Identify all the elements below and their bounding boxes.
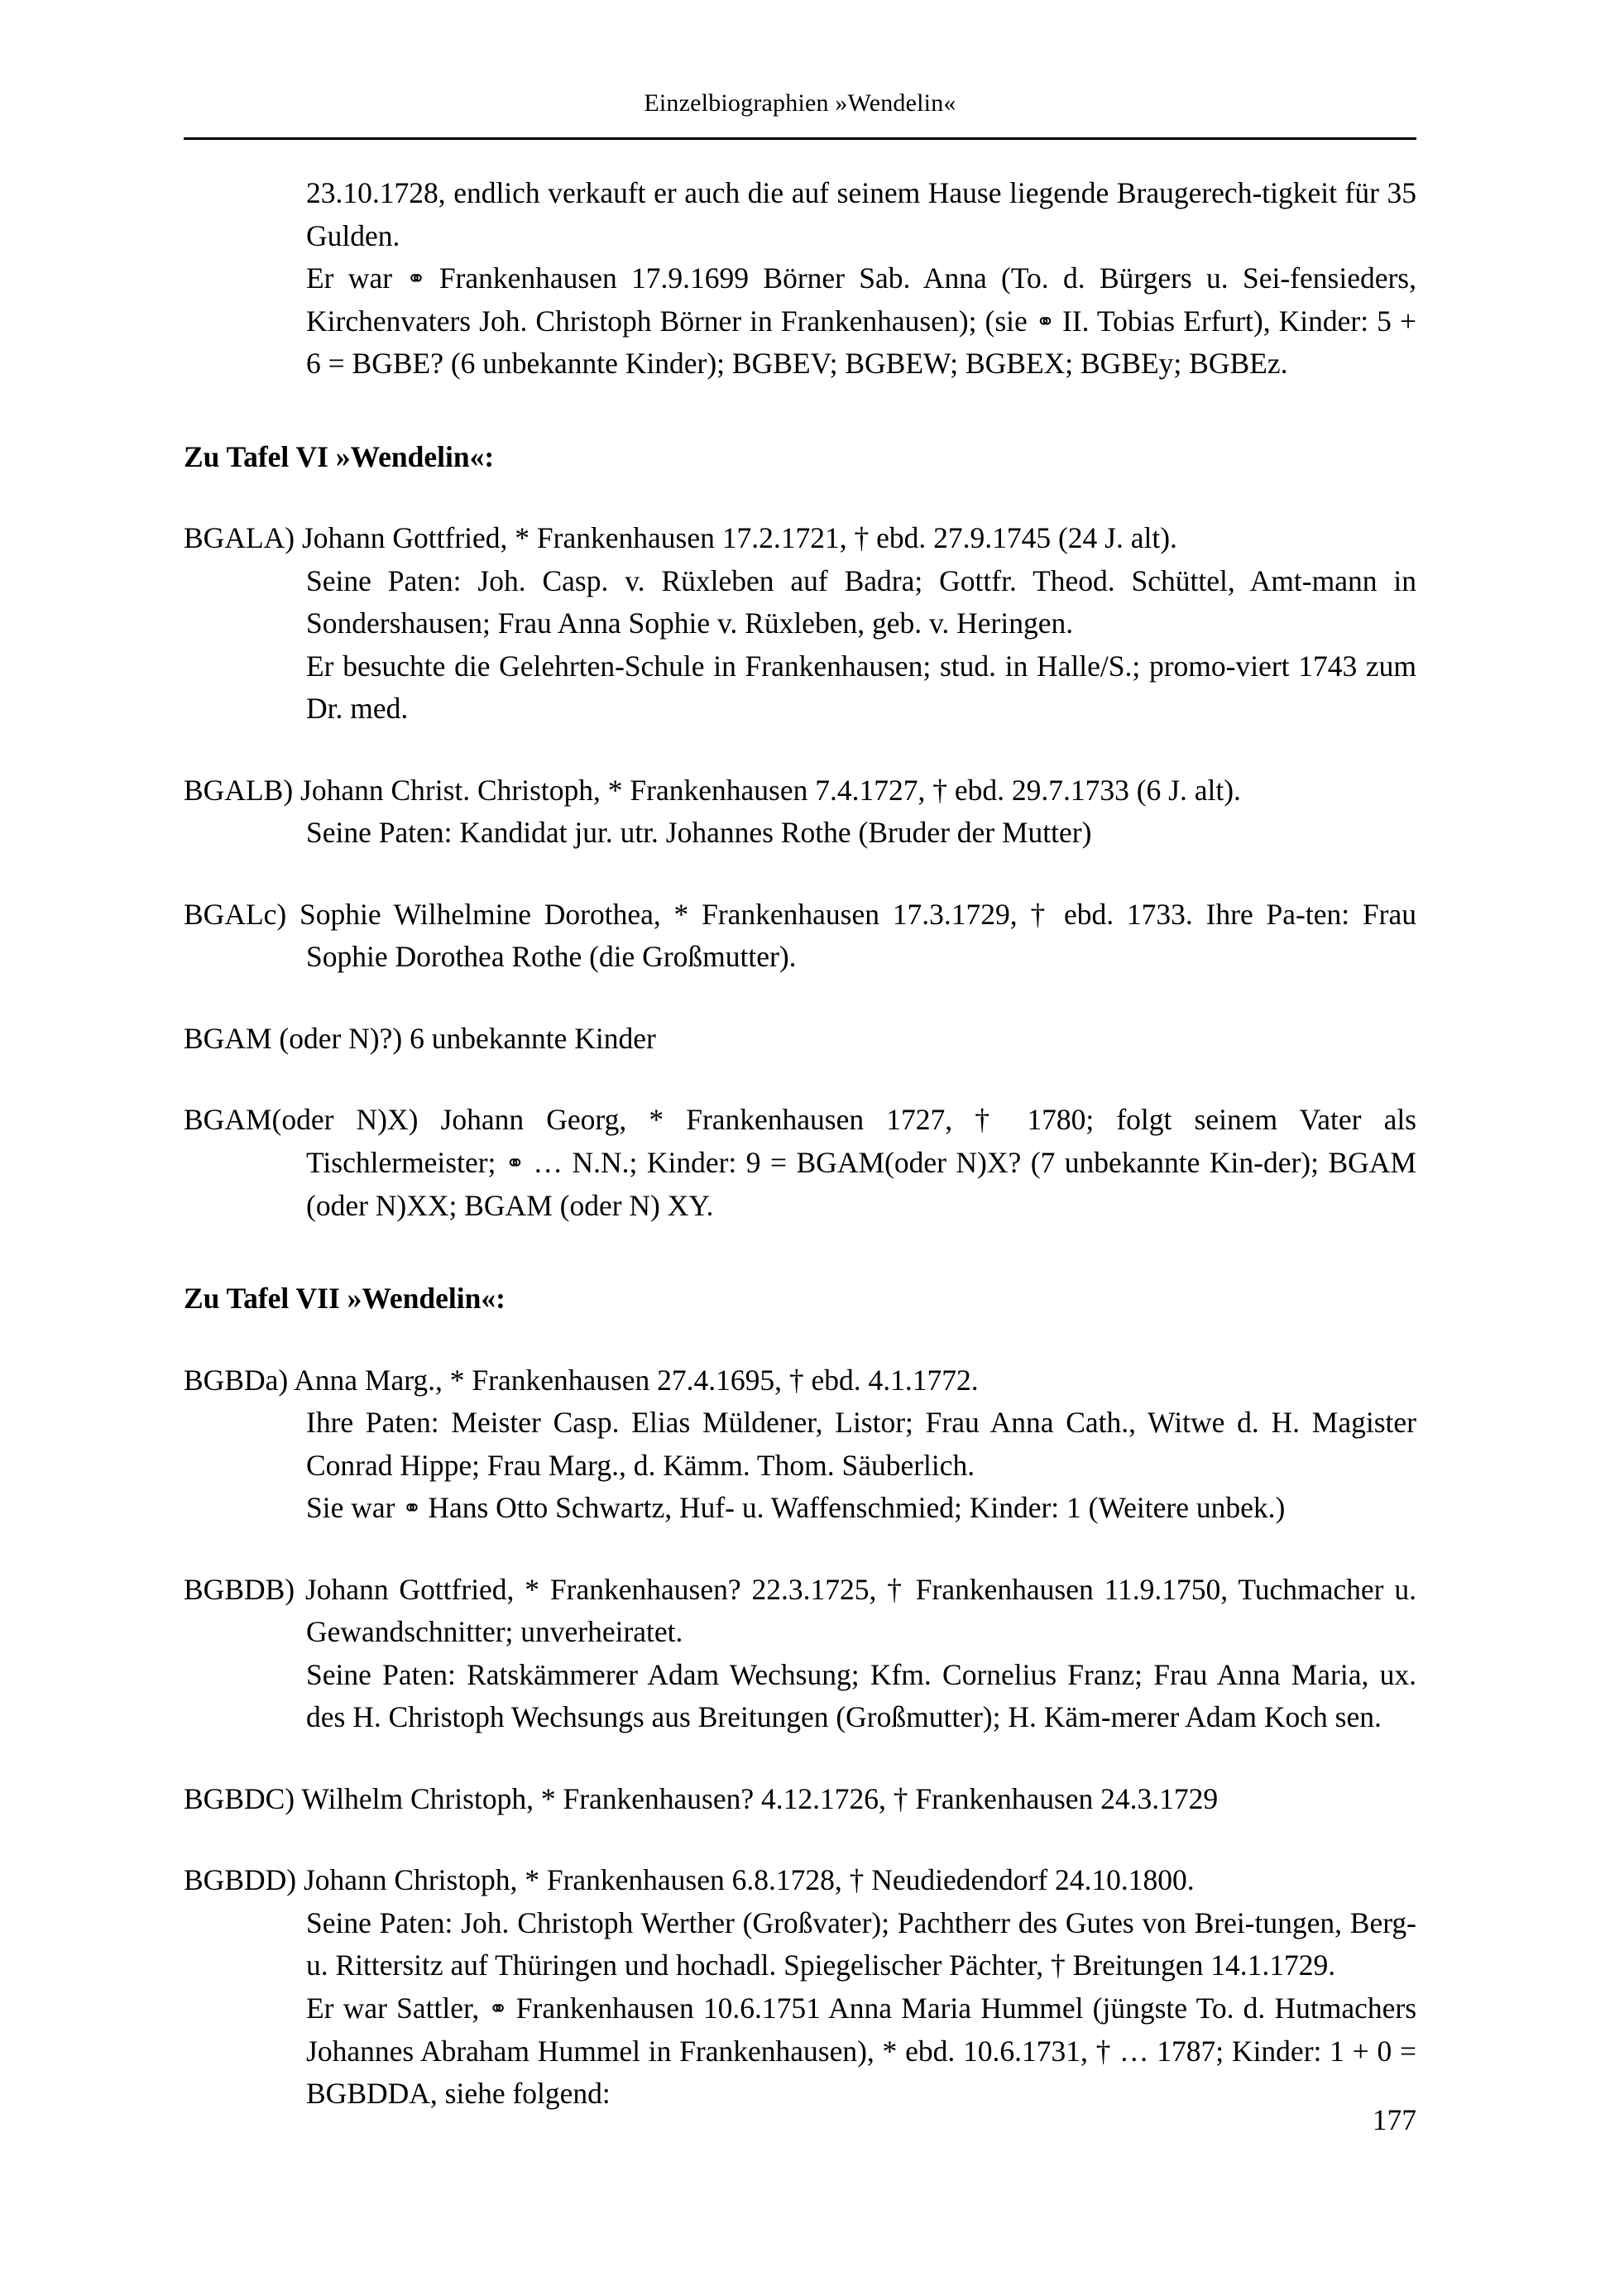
marriage-symbol-icon: ⚭ <box>1035 307 1054 335</box>
spacer <box>184 1530 1416 1569</box>
entry-bgala-line-1: BGALA) Johann Gottfried, * Frankenhausen 17.2.1721, † ebd. 27.9.1745 (24 J. alt). <box>184 521 1177 555</box>
page-body <box>184 172 1416 2116</box>
entry-bgbda-line-1: BGBDa) Anna Marg., * Frankenhausen 27.4.1695, † ebd. 4.1.1772. <box>184 1363 979 1397</box>
running-header: Einzelbiographien »Wendelin« <box>644 89 956 117</box>
spacer <box>184 478 1416 517</box>
entry-bgbdd-line-2: Seine Paten: Joh. Christoph Werther (Großvater); Pachtherr des Gutes von Brei-tungen, Berg- u. Rittersitz auf Thüringen und hochadl. Spiegelischer Pächter, † Breitungen 14.1.1729. <box>306 1905 1416 1982</box>
entry-bgala-line-3: Er besuchte die Gelehrten-Schule in Frankenhausen; stud. in Halle/S.; promo-viert 1743 zum Dr. med. <box>306 649 1416 726</box>
entry-bgbdb-line-1: BGBDB) Johann Gottfried, * Frankenhausen? 22.3.1725, † Frankenhausen 11.9.1750, Tuchmacher u. Gewandschnitter; unverheiratet. <box>184 1572 1416 1649</box>
entry-bgbdc: BGBDC) Wilhelm Christoph, * Frankenhausen? 4.12.1726, † Frankenhausen 24.3.1729 <box>184 1781 1219 1815</box>
marriage-symbol-icon: ⚭ <box>402 1494 421 1522</box>
entry-bgam-oder-n-x: BGAM(oder N)X) Johann Georg, * Frankenhausen 1727, † 1780; folgt seinem Vater als Tischlermeister; ⚭ … N.N.; Kinder: 9 = BGAM(oder N)X? (7 unbekannte Kin-der); BGAM (oder N)XX; BGAM (oder N) XY. <box>184 1103 1416 1222</box>
entry-bgbda-line-3: Sie war ⚭ Hans Otto Schwartz, Huf- u. Waffenschmied; Kinder: 1 (Weitere unbek.) <box>306 1491 1286 1525</box>
heading-zu-tafel-vi: Zu Tafel VI »Wendelin«: <box>184 439 495 473</box>
paragraph-continued-marriage-boerner: Er war ⚭ Frankenhausen 17.9.1699 Börner Sab. Anna (To. d. Bürgers u. Sei-fensieders, Kirchenvaters Joh. Christoph Börner in Frankenhausen); (sie ⚭ II. Tobias Erfurt), Kinder: 5 + 6 = BGBE? (6 unbekannte Kinder); BGBEV; BGBEW; BGBEX; BGBEy; BGBEz. <box>306 261 1416 381</box>
marriage-symbol-icon: ⚭ <box>406 265 425 292</box>
spacer <box>184 1739 1416 1778</box>
spacer <box>184 1820 1416 1859</box>
entry-bgbdd-line-3: Er war Sattler, ⚭ Frankenhausen 10.6.1751 Anna Maria Hummel (jüngste To. d. Hutmachers Johannes Abraham Hummel in Frankenhausen), * ebd. 10.6.1731, † … 1787; Kinder: 1 + 0 = BGBDDA, siehe folgend: <box>306 1992 1417 2111</box>
spacer <box>184 979 1416 1018</box>
spacer <box>184 731 1416 769</box>
paragraph-continued-braugerechtigkeit: 23.10.1728, endlich verkauft er auch die auf seinem Hause liegende Braugerech-tigkeit für 35 Gulden. <box>306 176 1416 252</box>
spacer <box>184 386 1416 436</box>
entry-bgbdb-line-2: Seine Paten: Ratskämmerer Adam Wechsung; Kfm. Cornelius Franz; Frau Anna Maria, ux. des H. Christoph Wechsungs aus Breitungen (Großmutter); H. Käm-merer Adam Koch sen. <box>306 1657 1416 1734</box>
spacer <box>184 1060 1416 1099</box>
entry-bgala-line-2: Seine Paten: Joh. Casp. v. Rüxleben auf Badra; Gottfr. Theod. Schüttel, Amt-mann in Sondershausen; Frau Anna Sophie v. Rüxleben, geb. v. Heringen. <box>306 563 1416 640</box>
entry-bgbdd-line-1: BGBDD) Johann Christoph, * Frankenhausen 6.8.1728, † Neudiedendorf 24.10.1800. <box>184 1863 1195 1897</box>
entry-bgam: BGAM (oder N)?) 6 unbekannte Kinder <box>184 1021 656 1055</box>
header-rule <box>184 137 1416 140</box>
marriage-symbol-icon: ⚭ <box>488 1994 507 2022</box>
marriage-symbol-icon: ⚭ <box>505 1148 524 1177</box>
spacer <box>184 1321 1416 1359</box>
spacer <box>184 855 1416 894</box>
entry-bgalb-line-2: Seine Paten: Kandidat jur. utr. Johannes Rothe (Bruder der Mutter) <box>306 816 1092 850</box>
entry-bgbda-line-2: Ihre Paten: Meister Casp. Elias Müldener, Listor; Frau Anna Cath., Witwe d. H. Magister Conrad Hippe; Frau Marg., d. Kämm. Thom. Säuberlich. <box>306 1406 1416 1482</box>
page-number: 177 <box>1372 2103 1416 2136</box>
spacer <box>184 1227 1416 1277</box>
heading-zu-tafel-vii: Zu Tafel VII »Wendelin«: <box>184 1282 506 1316</box>
entry-bgalc: BGALc) Sophie Wilhelmine Dorothea, * Frankenhausen 17.3.1729, † ebd. 1733. Ihre Pa-ten: Frau Sophie Dorothea Rothe (die Großmutter). <box>184 897 1416 974</box>
entry-bgalb-line-1: BGALB) Johann Christ. Christoph, * Frankenhausen 7.4.1727, † ebd. 29.7.1733 (6 J. alt). <box>184 773 1241 807</box>
